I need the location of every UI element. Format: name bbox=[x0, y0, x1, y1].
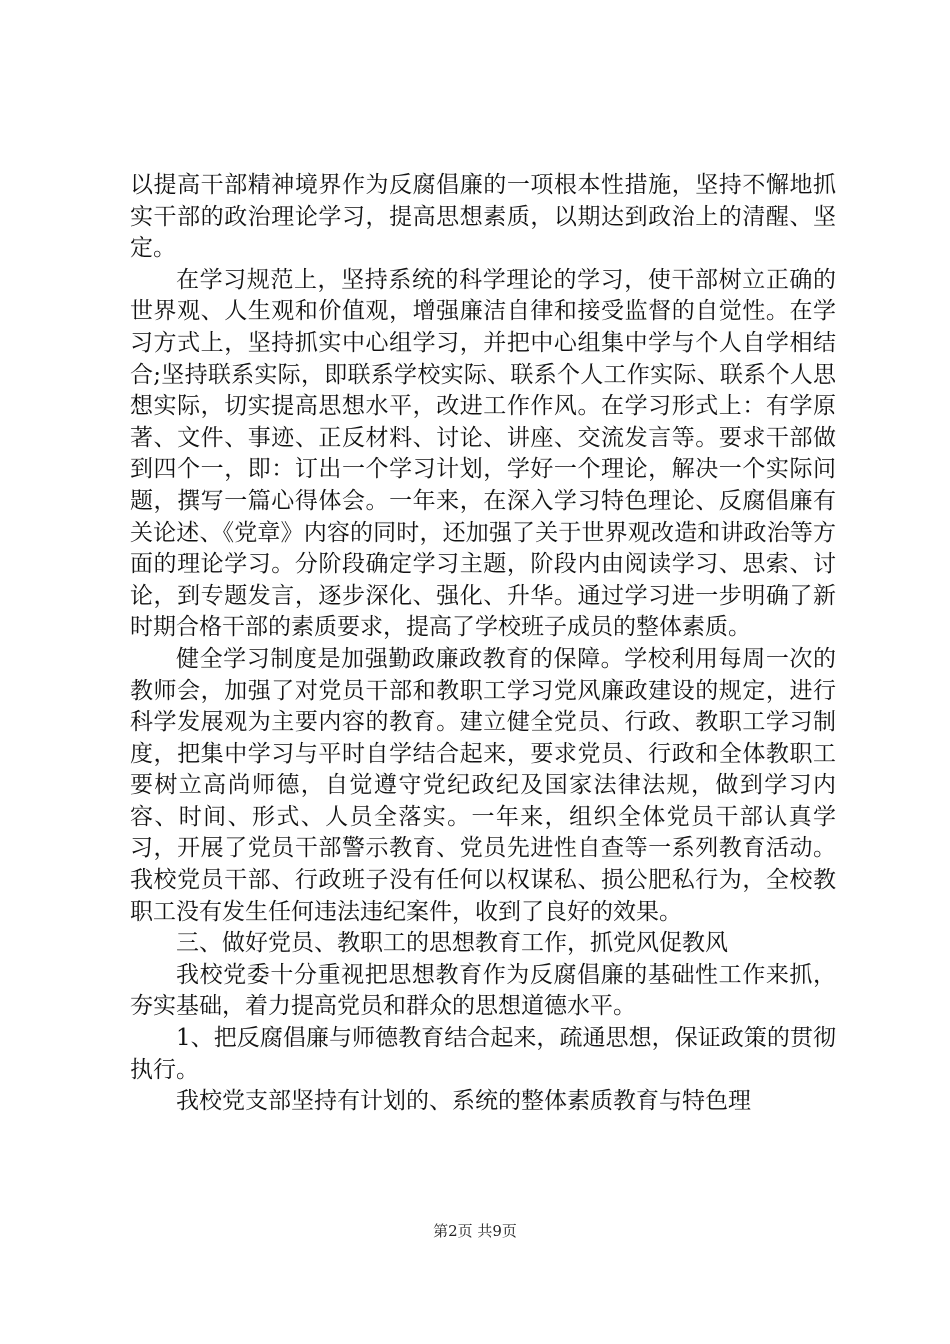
paragraph-4: 我校党委十分重视把思想教育作为反腐倡廉的基础性工作来抓，夯实基础，着力提高党员和群众的思想道德水平。 bbox=[130, 961, 836, 1020]
paragraph-5: 我校党支部坚持有计划的、系统的整体素质教育与特色理 bbox=[176, 1088, 751, 1115]
paragraph-1: 以提高干部精神境界作为反腐倡廉的一项根本性措施，坚持不懈地抓实干部的政治理论学习，提高思想素质，以期达到政治上的清醒、坚定。 bbox=[130, 172, 836, 262]
paragraph-3: 健全学习制度是加强勤政廉政教育的保障。学校利用每周一次的教师会，加强了对党员干部和教职工学习党风廉政建设的规定，进行科学发展观为主要内容的教育。建立健全党员、行政、教职工学习制度，把集中学习与平时自学结合起来，要求党员、行政和全体教职工要树立高尚师德，自觉遵守党纪政纪及国家法律法规，做到学习内容、时间、形式、人员全落实。一年来，组织全体党员干部认真学习，开展了党员干部警示教育、党员先进性自查等一系列教育活动。我校党员干部、行政班子没有任何以权谋私、损公肥私行为，全校教职工没有发生任何违法违纪案件，收到了良好的效果。 bbox=[130, 645, 836, 925]
paragraph-2: 在学习规范上，坚持系统的科学理论的学习，使干部树立正确的世界观、人生观和价值观，增强廉洁自律和接受监督的自觉性。在学习方式上，坚持抓实中心组学习，并把中心组集中学与个人自学相结合;坚持联系实际，即联系学校实际、联系个人工作实际、联系个人思想实际，切实提高思想水平，改进工作作风。在学习形式上：有学原著、文件、事迹、正反材料、讨论、讲座、交流发言等。要求干部做到四个一，即：订出一个学习计划，学好一个理论，解决一个实际问题，撰写一篇心得体会。一年来，在深入学习特色理论、反腐倡廉有关论述、《党章》内容的同时，还加强了关于世界观改造和讲政治等方面的理论学习。分阶段确定学习主题，阶段内由阅读学习、思索、讨论，到专题发言，逐步深化、强化、升华。通过学习进一步明确了新时期合格干部的素质要求，提高了学校班子成员的整体素质。 bbox=[130, 266, 836, 641]
section-heading: 三、做好党员、教职工的思想教育工作，抓党风促教风 bbox=[176, 930, 728, 957]
page-number: 第2页 共9页 bbox=[433, 1222, 517, 1240]
page-footer bbox=[0, 1220, 950, 1241]
document-body bbox=[130, 170, 836, 1118]
numbered-item: 1、把反腐倡廉与师德教育结合起来，疏通思想，保证政策的贯彻执行。 bbox=[130, 1025, 836, 1083]
